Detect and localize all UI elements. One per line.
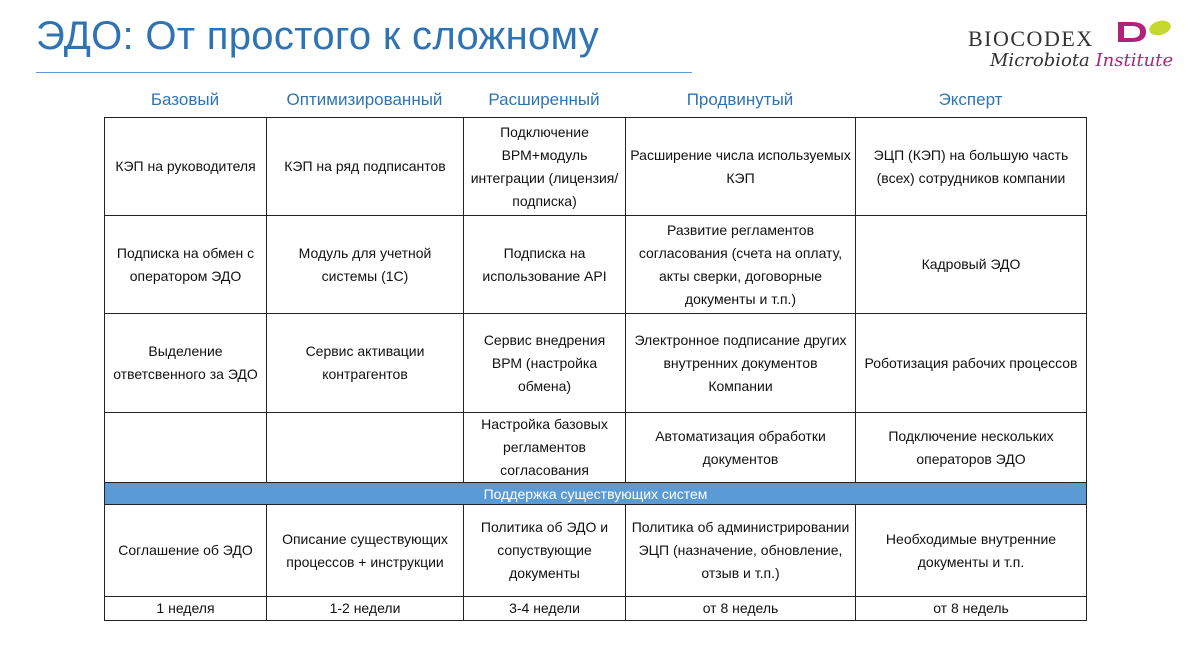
column-header-expert: Эксперт — [938, 90, 1003, 109]
duration-cell: 1-2 недели — [267, 597, 464, 621]
logo-subtitle-accent: Institute — [1095, 50, 1174, 71]
table-row — [105, 118, 1087, 216]
logo-brand: BIOCODEX — [968, 26, 1094, 51]
table-cell: Политика об ЭДО и сопуствующие документы — [464, 505, 626, 597]
table-cell: Настройка базовых регламентов согласования — [464, 413, 626, 483]
table-row — [105, 505, 1087, 597]
table-cell: Сервис активации контрагентов — [267, 314, 464, 413]
support-band-row — [105, 483, 1087, 505]
logo-subtitle — [990, 50, 1173, 71]
maturity-table — [104, 117, 1087, 621]
support-band-label: Поддержка существующих систем — [105, 483, 1087, 505]
table-cell: Выделение ответсвенного за ЭДО — [105, 314, 267, 413]
table-cell: Роботизация рабочих процессов — [856, 314, 1087, 413]
duration-cell: 1 неделя — [105, 597, 267, 621]
duration-row — [105, 597, 1087, 621]
table-cell: Подключение нескольких операторов ЭДО — [856, 413, 1087, 483]
table-cell: Модуль для учетной системы (1С) — [267, 216, 464, 314]
column-header-extended: Расширенный — [488, 90, 600, 109]
column-header-basic: Базовый — [150, 90, 220, 109]
table-row — [105, 413, 1087, 483]
page-title: ЭДО: От простого к сложному — [36, 14, 600, 58]
table-cell: Подписка на использование API — [464, 216, 626, 314]
table-cell: Политика об администрировании ЭЦП (назначение, обновление, отзыв и т.п.) — [626, 505, 856, 597]
duration-cell: от 8 недель — [626, 597, 856, 621]
table-row — [105, 216, 1087, 314]
table-cell: Необходимые внутренние документы и т.п. — [856, 505, 1087, 597]
table-row — [105, 314, 1087, 413]
logo-mark-icon — [1114, 16, 1174, 48]
column-header-optimized: Оптимизированный — [286, 90, 443, 109]
logo-subtitle-main: Microbiota — [990, 50, 1096, 71]
table-cell: КЭП на ряд подписантов — [267, 118, 464, 216]
table-cell: Расширение числа используемых КЭП — [626, 118, 856, 216]
biocodex-logo — [968, 16, 1178, 76]
table-cell: Подключение ВРМ+модуль интеграции (лицензия/подписка) — [464, 118, 626, 216]
table-cell: Сервис внедрения ВРМ (настройка обмена) — [464, 314, 626, 413]
table-cell: Автоматизация обработки документов — [626, 413, 856, 483]
table-cell: Подписка на обмен с оператором ЭДО — [105, 216, 267, 314]
table-cell — [105, 413, 267, 483]
duration-cell: от 8 недель — [856, 597, 1087, 621]
table-cell: Описание существующих процессов + инструкции — [267, 505, 464, 597]
duration-cell: 3-4 недели — [464, 597, 626, 621]
column-header-advanced: Продвинутый — [686, 90, 794, 109]
column-headers — [104, 88, 1086, 112]
table-cell: КЭП на руководителя — [105, 118, 267, 216]
table-cell — [267, 413, 464, 483]
table-cell: Кадровый ЭДО — [856, 216, 1087, 314]
title-underline — [36, 72, 692, 73]
table-cell: Электронное подписание других внутренних документов Компании — [626, 314, 856, 413]
table-cell: ЭЦП (КЭП) на большую часть (всех) сотрудников компании — [856, 118, 1087, 216]
table-cell: Развитие регламентов согласования (счета на оплату, акты сверки, договорные документы и т.п.) — [626, 216, 856, 314]
table-cell: Соглашение об ЭДО — [105, 505, 267, 597]
